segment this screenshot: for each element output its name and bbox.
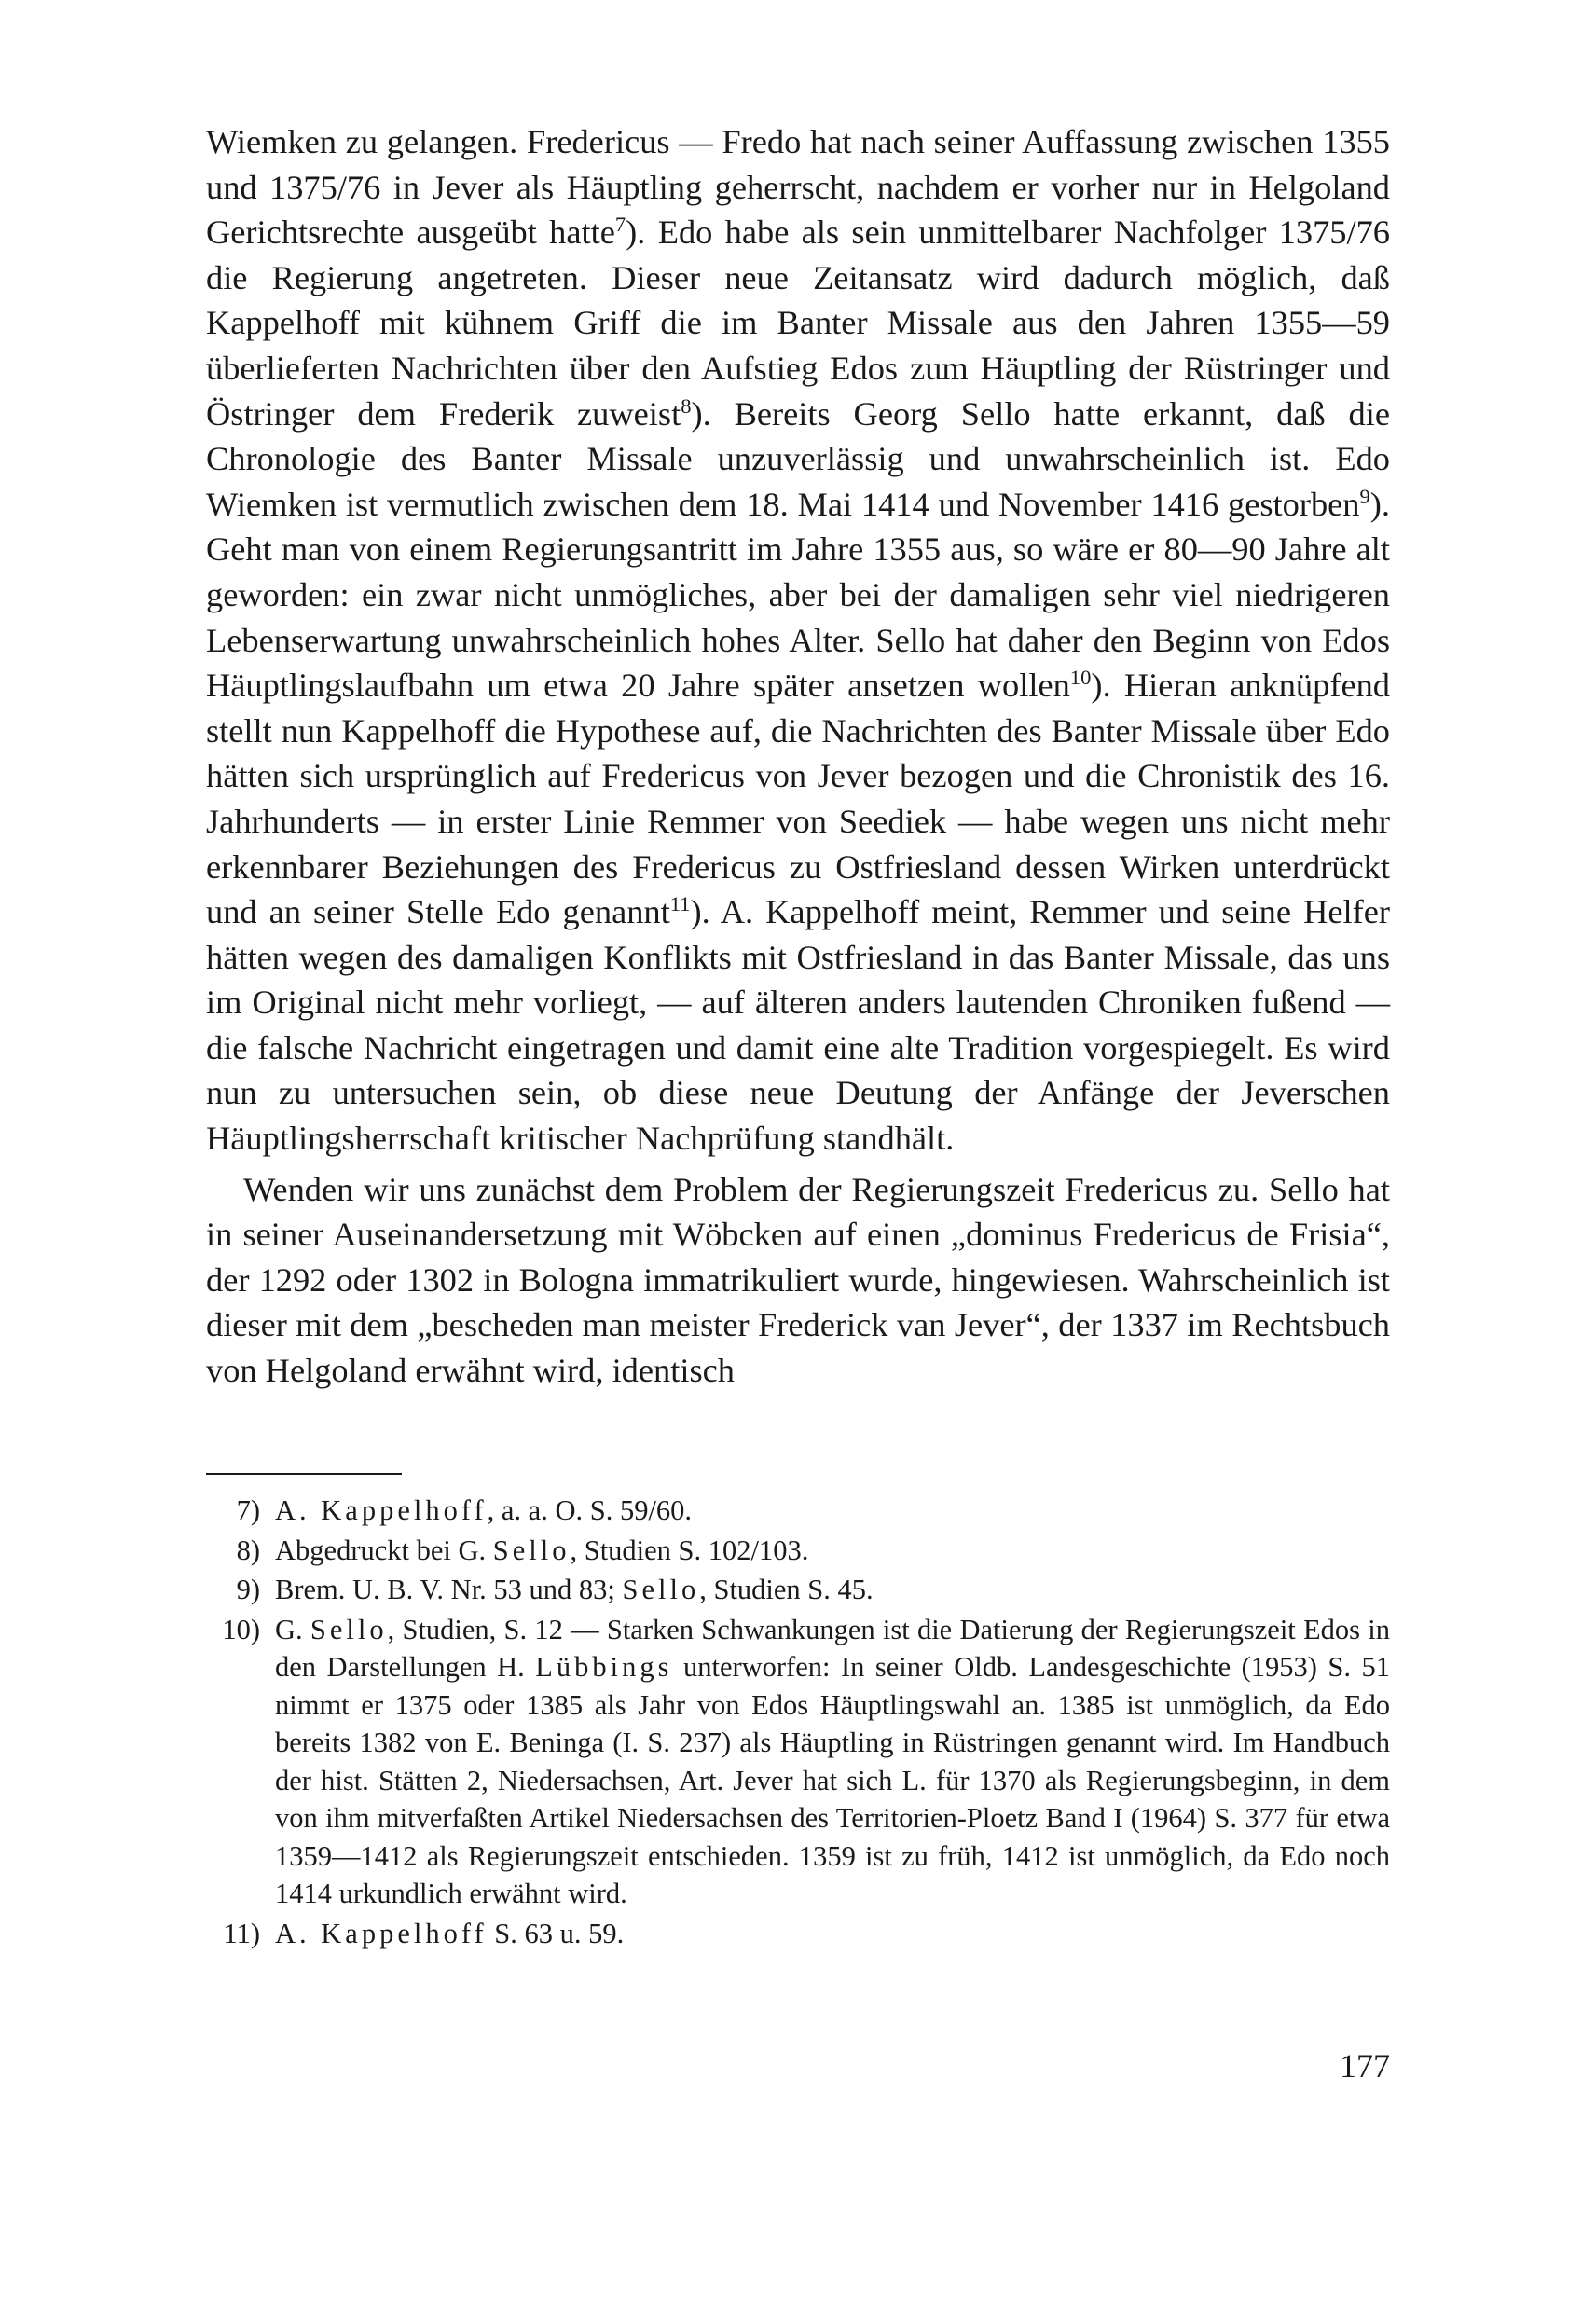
- paragraph-2: Wenden wir uns zunächst dem Problem der Regierungszeit Fredericus zu. Sello hat in seiner Auseinandersetzung mit Wöbcken auf einen „dominus Fredericus de Frisia“, der 1292 oder 1302 in Bologna immatrikuliert wurde, hingewiesen. Wahrscheinlich ist dieser mit dem „bescheden man meister Frederick van Jever“, der 1337 im Rechtsbuch von Helgoland erwähnt wird, identisch: [206, 1170, 1390, 1390]
- footnote-text: [275, 1915, 1390, 1953]
- footnotes: [206, 1490, 1390, 1952]
- footnote-author: Lübbings: [535, 1651, 673, 1683]
- footnote-number: 7): [236, 1494, 260, 1526]
- footnote-number: 8): [236, 1534, 260, 1566]
- paragraph-text: ). Hieran anknüpfend stellt nun Kappelhoff die Hypothese auf, die Nachrichten des Banter Missale über Edo hätten sich ursprünglich auf Fredericus von Jever bezogen und die Chronistik des 16. Jahrhunderts — in erster Linie Remmer von Seediek — habe wegen uns nicht mehr erkennbarer Beziehungen des Fredericus zu Ostfriesland dessen Wirken unterdrückt und an seiner Stelle Edo genannt: [206, 667, 1390, 931]
- paragraph-text: ). Bereits Georg Sello hatte erkannt, daß die Chronologie des Banter Missale unzuverlässig und unwahrscheinlich ist. Edo Wiemken ist vermutlich zwischen dem 18. Mai 1414 und November 1416 gestorben: [206, 394, 1390, 523]
- paragraph-text: Wiemken zu gelangen. Fredericus — Fredo hat nach seiner Auffassung zwischen 1355 und 1375/76 in Jever als Häuptling geherrscht, nachdem er vorher nur in Helgoland Gerichtsrechte ausgeübt hatte: [206, 123, 1390, 252]
- footnote-author: Sello: [310, 1613, 388, 1645]
- footnote-body: unterworfen: In seiner Oldb. Landesgeschichte (1953) S. 51 nimmt er 1375 oder 1385 als Jahr von Edos Häuptlingswahl an. 1385 ist unmöglich, da Edo bereits 1382 von E. Beninga (I. S. 237) als Häuptling in Rüstringen genannt wird. Im Handbuch der hist. Stätten 2, Niedersachsen, Art. Jever hat sich L. für 1370 als Regierungsbeginn, in dem von ihm mitverfaßten Artikel Niedersachsen des Territorien-Ploetz Band I (1964) S. 377 für etwa 1359—1412 als Regierungszeit entschieden. 1359 ist zu früh, 1412 ist unmöglich, da Edo noch 1414 urkundlich erwähnt wird.: [275, 1651, 1390, 1909]
- main-text: [206, 119, 1390, 1394]
- footnote-number: 10): [222, 1613, 260, 1645]
- footnote-body: , Studien, S. 12 — Starken Schwankungen ist die Datierung der Regierungszeit Edos in den Darstellungen H.: [275, 1613, 1390, 1683]
- footnote-ref[interactable]: 11: [669, 891, 691, 915]
- footnote-author: Sello: [622, 1574, 700, 1605]
- footnote-text: [275, 1532, 1390, 1570]
- footnote-7: [206, 1492, 1390, 1530]
- footnote-body: Brem. U. B. V. Nr. 53 und 83;: [275, 1574, 623, 1605]
- footnote-text: [275, 1571, 1390, 1609]
- footnote-ref[interactable]: 9: [1359, 484, 1370, 508]
- footnote-author: Sello: [492, 1534, 571, 1566]
- footnote-text: [275, 1611, 1390, 1913]
- paragraph-text: ). A. Kappelhoff meint, Remmer und seine Helfer hätten wegen des damaligen Konflikts mit Ostfriesland in das Banter Missale, das uns im Original nicht mehr vorliegt, — auf älteren anders lautenden Chroniken fußend — die falsche Nachricht eingetragen und damit eine alte Tradition vorgespiegelt. Es wird nun zu untersuchen sein, ob diese neue Deutung der Anfänge der Jeverschen Häuptlingsherrschaft kritischer Nachprüfung standhält.: [206, 893, 1390, 1158]
- footnote-body: Abgedruckt bei G.: [275, 1534, 493, 1566]
- footnote-9: [206, 1571, 1390, 1609]
- paragraph-1: [206, 119, 1390, 1162]
- footnote-ref[interactable]: 8: [681, 393, 692, 418]
- footnote-body: S. 63 u. 59.: [487, 1917, 625, 1949]
- footnote-8: [206, 1532, 1390, 1570]
- footnote-body: , a. a. O. S. 59/60.: [487, 1494, 693, 1526]
- footnote-separator: [206, 1473, 402, 1475]
- footnote-number: 11): [223, 1917, 260, 1949]
- footnote-body: , Studien S. 102/103.: [570, 1534, 809, 1566]
- paragraph-text: ). Edo habe als sein unmittelbarer Nachfolger 1375/76 die Regierung angetreten. Dieser neue Zeitansatz wird dadurch möglich, daß Kappelhoff mit kühnem Griff die im Banter Missale aus den Jahren 1355—59 überlieferten Nachrichten über den Aufstieg Edos zum Häuptling der Rüstringer und Östringer dem Frederik zuweist: [206, 213, 1390, 433]
- footnote-text: [275, 1492, 1390, 1530]
- footnote-ref[interactable]: 7: [614, 213, 626, 237]
- page-number: 177: [1340, 2047, 1390, 2085]
- footnote-ref[interactable]: 10: [1069, 666, 1092, 689]
- footnote-body: , Studien S. 45.: [699, 1574, 874, 1605]
- footnote-body: G.: [275, 1613, 310, 1645]
- footnote-author: A. Kappelhoff: [275, 1917, 488, 1949]
- footnote-number: 9): [236, 1574, 260, 1605]
- footnote-author: A. Kappelhoff: [275, 1494, 488, 1526]
- footnote-11: [206, 1915, 1390, 1953]
- footnote-10: [206, 1611, 1390, 1913]
- paragraph-text: ). Geht man von einem Regierungsantritt im Jahre 1355 aus, so wäre er 80—90 Jahre alt geworden: ein zwar nicht unmögliches, aber bei der damaligen sehr viel niedrigeren Lebenserwartung unwahrscheinlich hohes Alter. Sello hat daher den Beginn von Edos Häuptlingslaufbahn um etwa 20 Jahre später ansetzen wollen: [206, 485, 1390, 705]
